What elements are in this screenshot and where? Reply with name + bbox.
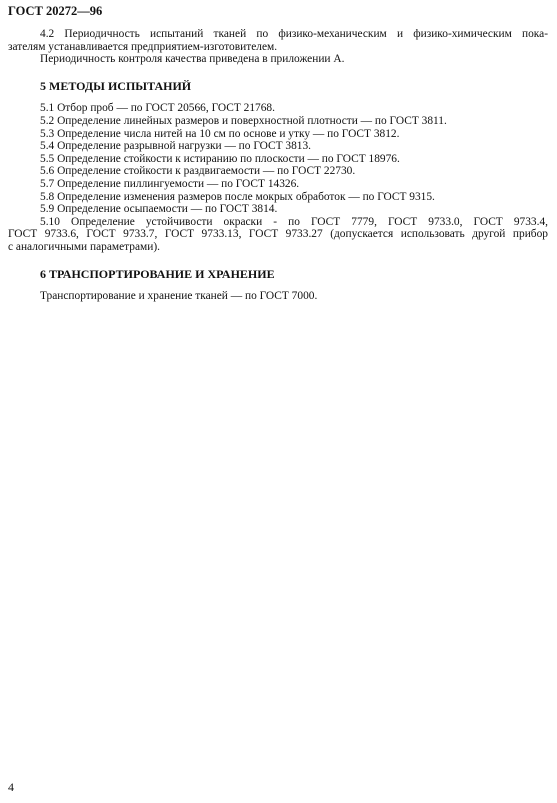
section-5-title: 5 МЕТОДЫ ИСПЫТАНИЙ — [40, 78, 192, 93]
document-header: ГОСТ 20272—96 — [8, 4, 103, 18]
list-item: 5.4 Определение разрывной нагрузки — по ГОСТ 3813. — [40, 140, 312, 153]
section-6-text: Транспортирование и хранение тканей — по ГОСТ 7000. — [40, 290, 318, 303]
paragraph-periodicity: Периодичность контроля качества приведена в приложении А. — [40, 53, 345, 66]
paragraph-4-2-line-2: зателям устанавливается предприятием-изготовителем. — [8, 40, 278, 53]
list-item: 5.6 Определение стойкости к раздвигаемости — по ГОСТ 22730. — [40, 165, 356, 178]
item-5-10-line-3: с аналогичными параметрами). — [8, 240, 160, 253]
list-item: 5.8 Определение изменения размеров после мокрых обработок — по ГОСТ 9315. — [40, 190, 435, 203]
list-item: 5.9 Определение осыпаемости — по ГОСТ 3814. — [40, 203, 278, 216]
list-item: 5.2 Определение линейных размеров и поверхностной плотности — по ГОСТ 3811. — [40, 114, 447, 127]
list-item: 5.3 Определение числа нитей на 10 см по основе и утку — по ГОСТ 3812. — [40, 127, 400, 140]
item-5-10-line-2: ГОСТ 9733.6, ГОСТ 9733.7, ГОСТ 9733.13, ГОСТ 9733.27 (допускается использовать другой прибор — [8, 228, 548, 241]
list-item: 5.7 Определение пиллингуемости — по ГОСТ 14326. — [40, 177, 300, 190]
paragraph-4-2-line-1: 4.2 Периодичность испытаний тканей по физико-механическим и физико-химическим пока- — [40, 28, 548, 40]
page-body — [8, 24, 548, 303]
page-number: 4 — [8, 780, 14, 794]
list-item: 5.1 Отбор проб — по ГОСТ 20566, ГОСТ 21768. — [40, 102, 275, 115]
list-item: 5.5 Определение стойкости к истиранию по плоскости — по ГОСТ 18976. — [40, 152, 400, 165]
item-5-10-line-1: 5.10 Определение устойчивости окраски - по ГОСТ 7779, ГОСТ 9733.0, ГОСТ 9733.4, — [40, 215, 548, 228]
section-6-title: 6 ТРАНСПОРТИРОВАНИЕ И ХРАНЕНИЕ — [40, 266, 275, 281]
